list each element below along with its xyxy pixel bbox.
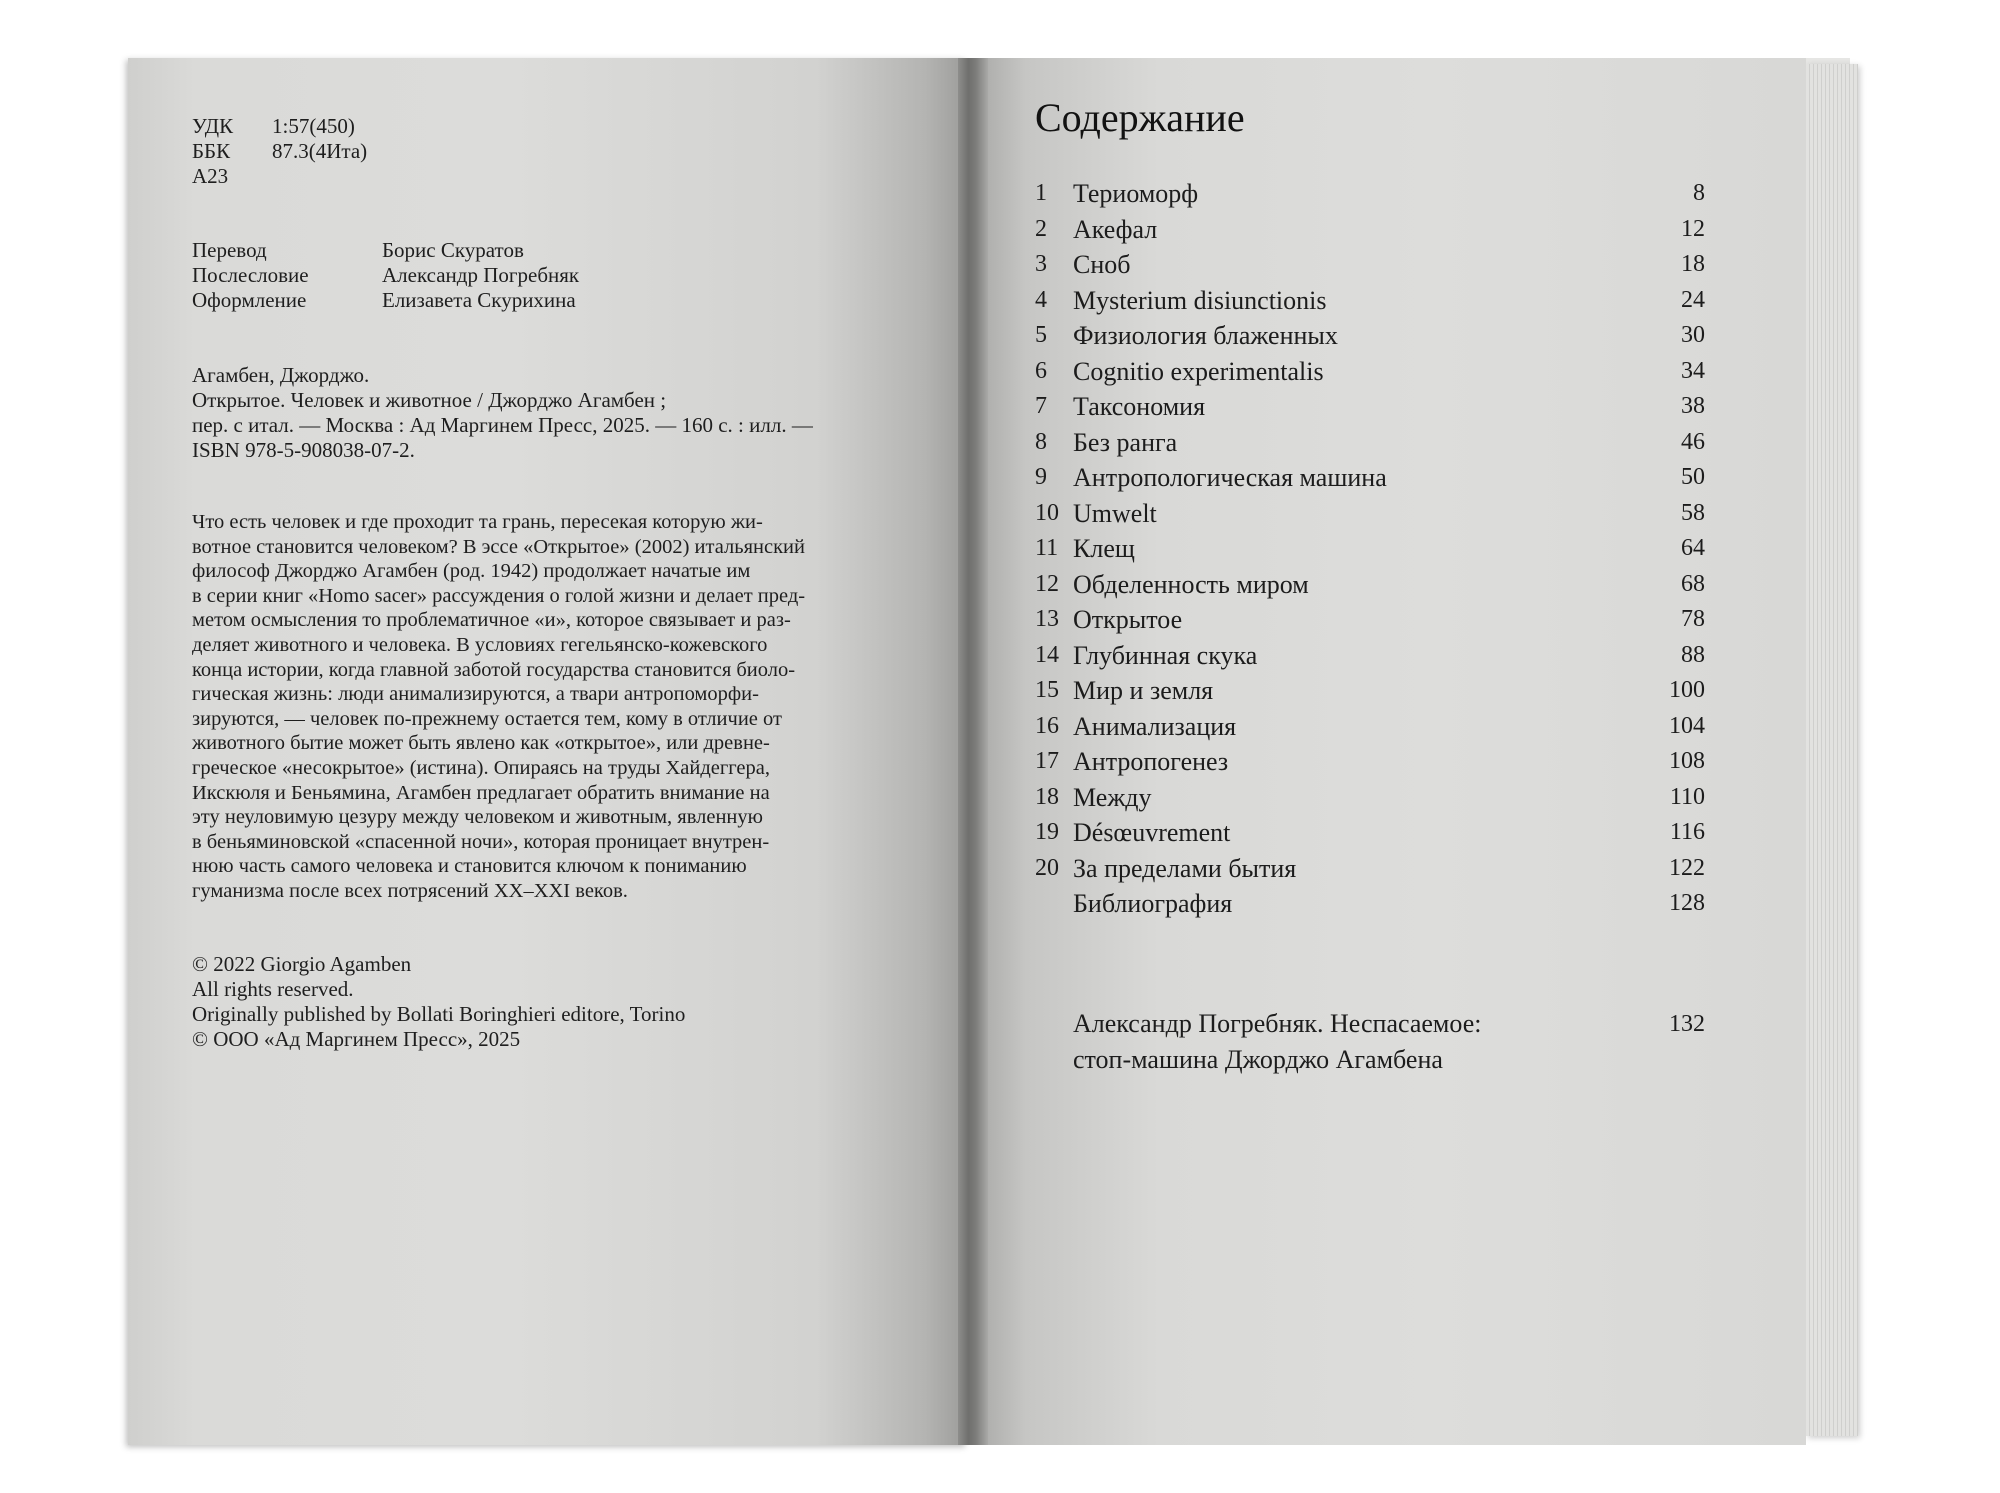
contents-entry-title: Открытое <box>1073 605 1183 634</box>
contents-entry-title: Между <box>1073 782 1152 812</box>
contents-entry <box>1035 460 1705 496</box>
contents-entry-page: 34 <box>1681 357 1705 384</box>
abstract-line: философ Джорджо Агамбен (род. 1942) продолжает начатые им <box>192 560 751 583</box>
contents-entry-page: 46 <box>1681 428 1705 455</box>
abstract-line: гическая жизнь: люди анимализируются, а твари антропоморфи- <box>192 683 759 706</box>
author-mark-row: А23 <box>192 164 229 188</box>
contents-entry-title: Антропогенез <box>1073 747 1229 776</box>
contents-entry <box>1035 354 1705 390</box>
contents-entry-page: 110 <box>1669 783 1705 810</box>
contents-entry <box>1035 212 1705 248</box>
contents-entry-title: За пределами бытия <box>1073 853 1297 883</box>
bbk-row: ББК 87.3(4Ита) <box>192 139 368 163</box>
contents-entry <box>1035 780 1705 816</box>
contents-entry-title: Cognitio experimentalis <box>1073 356 1324 386</box>
contents-entry <box>1035 531 1705 567</box>
abstract <box>192 510 805 904</box>
contents-title: Содержание <box>1035 95 1245 140</box>
contents-entry-number: 12 <box>1035 570 1059 597</box>
contents-entry-page: 58 <box>1681 499 1705 526</box>
abstract-line: гуманизма после всех потрясений XX–XXI веков. <box>192 879 628 902</box>
contents-entry-title: Обделенность миром <box>1073 569 1309 599</box>
contents-entry-number: 13 <box>1035 606 1059 632</box>
credit-row-afterword: Послесловие Александр Погребняк <box>192 263 580 287</box>
abstract-line: Что есть человек и где проходит та грань, пересекая которую жи- <box>192 511 763 533</box>
abstract-line: метом осмысления то проблематичное «и», которое связывает и раз- <box>192 609 791 632</box>
udc-block <box>192 114 367 189</box>
contents-entry <box>1035 815 1705 851</box>
credits-block <box>192 238 579 313</box>
afterword-title-line: Александр Погребняк. Неспасаемое: <box>1073 1009 1482 1038</box>
abstract-line: животного бытие может быть явлено как «открытое», или древне- <box>192 732 770 755</box>
contents-afterword-entry <box>1035 1006 1705 1078</box>
contents-entry-title: Mysterium disiunctionis <box>1073 285 1327 315</box>
contents-entry-number: 3 <box>1035 251 1047 277</box>
credit-row-translation: Перевод Борис Скуратов <box>192 238 524 262</box>
contents-entry <box>1035 496 1705 532</box>
contents-entry-title: Мир и земля <box>1073 676 1214 705</box>
contents-entry-number: 14 <box>1035 641 1059 668</box>
contents-entry-page: 38 <box>1681 393 1705 419</box>
abstract-line: нюю часть самого человека и становится ключом к пониманию <box>192 855 747 878</box>
copyright-line: All rights reserved. <box>192 977 354 1001</box>
contents-entry-page: 12 <box>1681 215 1705 242</box>
book-gutter <box>958 58 988 1445</box>
abstract-line: Икскюля и Беньямина, Агамбен предлагает обратить внимание на <box>192 781 770 804</box>
contents-entry-title: Без ранга <box>1073 427 1178 457</box>
contents-entry-number: 4 <box>1035 286 1047 313</box>
abstract-line: эту неуловимую цезуру между человеком и животным, явленную <box>192 806 763 829</box>
contents-entry-page: 8 <box>1693 180 1705 206</box>
contents-entry <box>1035 709 1705 745</box>
contents-entry-number: 6 <box>1035 357 1047 384</box>
contents-entry <box>1035 176 1705 212</box>
copyright-line: © 2022 Giorgio Agamben <box>192 952 412 976</box>
contents-entry-page: 122 <box>1669 854 1705 881</box>
abstract-line: в беньяминовской «спасенной ночи», которая проницает внутрен- <box>192 830 770 853</box>
contents-entry-page: 78 <box>1681 606 1705 632</box>
credit-row-design: Оформление Елизавета Скурихина <box>192 288 576 312</box>
contents-entry <box>1035 283 1705 319</box>
contents-entry-number: 9 <box>1035 464 1047 490</box>
abstract-line: конца истории, когда главной заботой государства становится биоло- <box>192 658 796 681</box>
contents-entry <box>1035 638 1705 674</box>
contents-entry <box>1035 425 1705 461</box>
contents-entry <box>1035 886 1705 922</box>
contents-entry-page: 18 <box>1681 251 1705 277</box>
contents-entry <box>1035 851 1705 887</box>
contents-entry <box>1035 389 1705 425</box>
contents-entry-number: 16 <box>1035 712 1059 739</box>
contents-entry-title: Библиография <box>1073 889 1233 918</box>
contents-entry-title: Désœuvrement <box>1073 818 1231 847</box>
contents-entry-number: 2 <box>1035 215 1047 242</box>
contents-list <box>1035 176 1705 922</box>
copyright-block <box>192 952 685 1052</box>
abstract-line: греческое «несокрытое» (истина). Опираясь на труды Хайдеггера, <box>192 756 770 779</box>
contents-entry <box>1035 318 1705 354</box>
contents-entry-number: 17 <box>1035 748 1059 774</box>
contents-entry-number: 1 <box>1035 180 1047 206</box>
contents-entry-page: 100 <box>1669 677 1705 703</box>
abstract-line: деляет животного и человека. В условиях гегельянско-кожевского <box>192 633 768 656</box>
contents-entry <box>1035 602 1705 638</box>
contents-entry-page: 64 <box>1681 535 1705 561</box>
biblio-line: пер. с итал. — Москва : Ад Маргинем Пресс, 2025. — 160 с. : илл. — <box>192 413 813 437</box>
contents-entry-title: Акефал <box>1073 214 1158 244</box>
abstract-line: в серии книг «Homo sacer» рассуждения о голой жизни и делает пред- <box>192 584 806 607</box>
contents-entry-number: 20 <box>1035 854 1059 881</box>
open-book <box>128 58 1880 1445</box>
contents-entry <box>1035 744 1705 780</box>
contents-entry-number: 5 <box>1035 322 1047 348</box>
bibliographic-record <box>192 363 813 463</box>
contents-entry-page: 116 <box>1669 819 1705 845</box>
afterword-title-line: стоп-машина Джорджо Агамбена <box>1073 1045 1443 1074</box>
contents-entry-title: Таксономия <box>1073 392 1206 421</box>
contents-entry-page: 68 <box>1681 570 1705 597</box>
contents-entry-title: Клещ <box>1073 534 1135 563</box>
contents-entry-page: 88 <box>1681 641 1705 668</box>
contents-entry-page: 30 <box>1681 322 1705 348</box>
abstract-line: вотное становится человеком? В эссе «Открытое» (2002) итальянский <box>192 535 805 558</box>
copyright-line: © ООО «Ад Маргинем Пресс», 2025 <box>192 1027 521 1051</box>
copyright-line: Originally published by Bollati Boringhieri editore, Torino <box>192 1002 686 1026</box>
contents-entry-title: Сноб <box>1073 250 1131 279</box>
contents-entry-number: 8 <box>1035 428 1047 455</box>
left-page-imprint <box>128 58 967 1445</box>
contents-entry-number: 15 <box>1035 677 1059 703</box>
contents-entry-number: 11 <box>1035 535 1059 561</box>
contents-entry-number: 18 <box>1035 783 1059 810</box>
contents-entry-number: 10 <box>1035 499 1059 526</box>
contents-entry-number: 19 <box>1035 819 1059 845</box>
biblio-line: Открытое. Человек и животное / Джорджо Агамбен ; <box>192 388 667 412</box>
contents-entry-title: Глубинная скука <box>1073 640 1258 670</box>
biblio-line: Агамбен, Джорджо. <box>192 363 370 387</box>
contents-entry-title: Териоморф <box>1073 179 1199 208</box>
contents-entry-number: 7 <box>1035 393 1047 419</box>
contents-entry-page: 24 <box>1681 286 1705 313</box>
contents-entry-page: 128 <box>1669 890 1705 916</box>
afterword-page-number: 132 <box>1669 1011 1705 1037</box>
contents-entry-page: 108 <box>1669 748 1705 774</box>
contents-entry-page: 50 <box>1681 464 1705 490</box>
page-edges <box>1806 64 1858 1436</box>
contents-entry-page: 104 <box>1669 712 1705 739</box>
contents-entry-title: Umwelt <box>1073 498 1157 528</box>
contents-entry <box>1035 673 1705 709</box>
contents-entry-title: Физиология блаженных <box>1073 321 1338 350</box>
udc-row: УДК 1:57(450) <box>192 114 355 138</box>
abstract-line: зируются, — человек по-прежнему остается тем, кому в отличие от <box>192 707 782 730</box>
biblio-line: ISBN 978-5-908038-07-2. <box>192 438 415 462</box>
contents-entry <box>1035 567 1705 603</box>
contents-entry <box>1035 247 1705 283</box>
contents-entry-title: Антропологическая машина <box>1073 463 1387 492</box>
contents-entry-title: Анимализация <box>1073 711 1237 741</box>
